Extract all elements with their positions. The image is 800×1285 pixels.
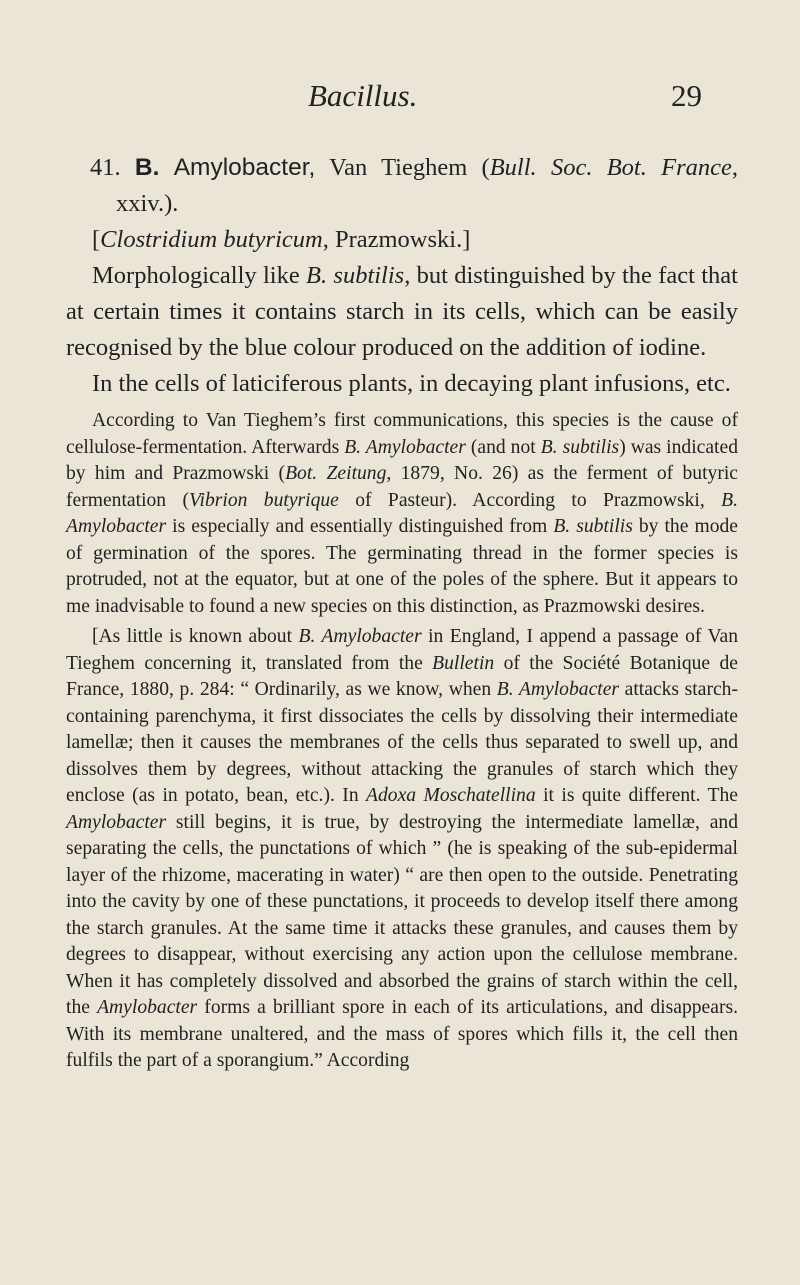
page-number: 29 <box>671 78 702 113</box>
running-title: Bacillus. <box>308 78 418 113</box>
habitat-paragraph: In the cells of laticiferous plants, in decaying plant infusions, etc. <box>92 370 731 397</box>
note-paragraph-2: [As little is known about B. Amylobacter in England, I append a passage of Van Tieghem concerning it, translated from the Bulletin of the Société Botanique de France, 1880, p. 284: “ Ordinarily, as we know, when B. Amylobacter attacks starch-containing parenchyma, it first dissociates the cells by dissolving their intermediate lamellæ; then it causes the membranes of the cells thus separated to swell up, and dissolves them by degrees, without attacking the granules of starch which they enclose (as in potato, bean, etc.). In Adoxa Moschatellina it is quite different. The Amylobacter still begins, it is true, by destroying the intermediate lamellæ, and separating the cells, the punctations of which ” (he is speaking of the sub-epidermal layer of the rhizome, macerating in water) “ are then open to the outside. Penetrating into the cavity by one of these punctations, it proceeds to develop itself there among the starch granules. At the same time it attacks these granules, and causes them by degrees to disappear, without exercising any action upon the cellulose membrane. When it has completely dissolved and absorbed the grains of starch within the cell, the Amylobacter forms a brilliant spore in each of its articulations, and disappears. With its membrane unaltered, and the mass of spores which fills it, the cell then fulfils the part of a sporangium.” According <box>66 626 738 1071</box>
description-paragraph: Morphologically like B. subtilis, but distinguished by the fact that at certain times it contains starch in its cells, which can be easily recognised by the blue colour produced on the addition of iodine. <box>66 262 738 361</box>
species-name: Amylobacter, <box>173 154 316 181</box>
entry-letter: B. <box>134 154 160 181</box>
species-author: Van Tieghem ( <box>315 154 490 181</box>
journal-volume: , xxiv.). <box>116 154 739 217</box>
synonym-author: , Prazmowski.] <box>322 226 471 253</box>
page-body <box>66 150 738 1075</box>
species-heading <box>66 150 738 222</box>
page-header <box>0 76 800 126</box>
synonym-name: Clostridium butyricum <box>100 226 323 253</box>
synonym-line: [Clostridium butyricum, Prazmowski.] <box>92 226 471 253</box>
journal-reference: Bull. Soc. Bot. France <box>489 154 732 181</box>
entry-number: 41. <box>90 154 121 181</box>
note-paragraph-1: According to Van Tieghem’s first communications, this species is the cause of cellulose-fermentation. Afterwards B. Amylobacter (and not B. subtilis) was indicated by him and Prazmowski (Bot. Zeitung, 1879, No. 26) as the ferment of butyric fermentation (Vibrion butyrique of Pasteur). According to Prazmowski, B. Amylobacter is especially and essentially distinguished from B. subtilis by the mode of germination of the spores. The germinating thread in the former species is protruded, not at the equator, but at one of the poles of the sphere. But it appears to me inadvisable to found a new species on this distinction, as Prazmowski desires. <box>66 410 738 617</box>
